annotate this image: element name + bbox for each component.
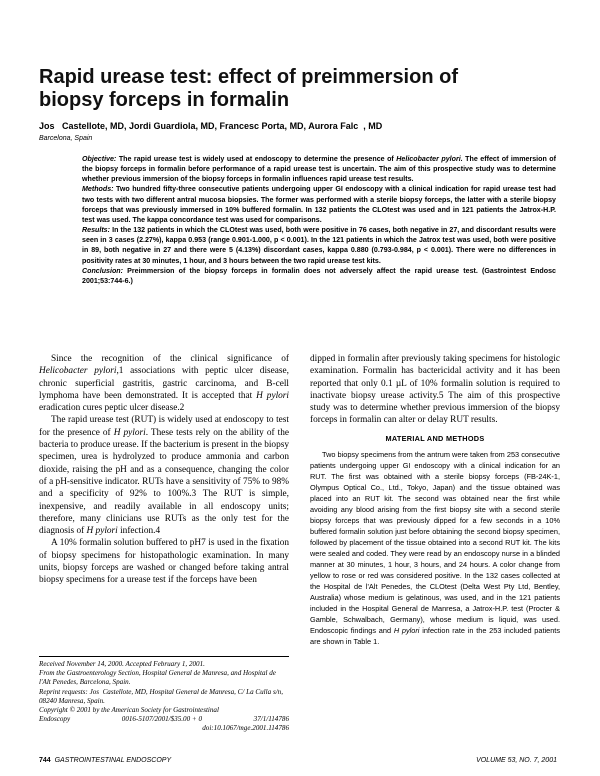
objective-species: Helicobacter pylori. bbox=[396, 155, 463, 163]
issn-code: 0016-5107/2001/$35.00 + 0 bbox=[121, 715, 203, 724]
intro-paragraph-3: A 10% formalin solution buffered to pH7 is used in the fixation of biopsy specimens for histopathologic examination. In many units, biopsy forceps are washed or changed before taking antral biopsy specimens for a urease test if the forceps have been bbox=[39, 538, 289, 586]
doi: doi:10.1067/mge.2001.114786 bbox=[202, 724, 289, 733]
footnote-divider bbox=[39, 656, 289, 657]
article-code: 37/1/114786 bbox=[253, 715, 289, 724]
journal-name: Endoscopy bbox=[39, 715, 71, 724]
objective-label: Objective: bbox=[82, 155, 117, 163]
methods-paragraph: Two biopsy specimens from the antrum were taken from 253 consecutive patients undergoing upper GI endoscopy with a clinical indication for an RUT. The first was obtained with a sterile biopsy forceps (FB-24K-1, Olympus Optical Co., Ltd., Tokyo, Japan) and the tissue obtained was placed into an RUT kit. The second was obtained near the first while avoiding any blood arising from the first biopsy site with a second sterile biopsy forceps that was previously dipped for a few seconds in a 10% buffered formalin solution just before obtaining the second biopsy specimen, followed by placement of the tissue obtained into a second RUT kit. The kits were sealed and coded. They were read by an endoscopy nurse in a blinded manner at 30 minutes, 1 hour, 3 hours, and 24 hours. A color change from yellow to rose or red was considered positive. In the 132 cases collected at the Hospital de l'Alt Penedes, the CLOtest (Delta West Pty Ltd, Bentley, Australia) whose medium is gelatinous, was used, and in the 121 patients included in the Hospital General de Manresa, a Jatrox-H.P. test (Procter & Gamble, Schwalbach, Germany), whose medium is liquid, was used. Endoscopic findings and H pylori infection rate in the 253 included patients are shown in Table 1. bbox=[310, 450, 561, 647]
footnotes bbox=[39, 660, 289, 734]
author-list: Jos Castellote, MD, Jordi Guardiola, MD, Francesc Porta, MD, Aurora Falc , MD bbox=[39, 121, 383, 131]
conclusion-label: Conclusion: bbox=[82, 266, 123, 275]
received-note: Received November 14, 2000. Accepted February 1, 2001. bbox=[39, 660, 205, 668]
section-heading-methods: MATERIAL AND METHODS bbox=[385, 433, 485, 443]
objective-text-2: The effect of immersion of the biopsy forceps in formalin before performance of a rapid urease test is uncertain. The aim of this prospective study was to determine whether previous immersion of the biopsy forceps in formalin influences rapid urease test results. bbox=[82, 155, 556, 184]
abstract bbox=[82, 154, 556, 286]
page-footer-left bbox=[39, 756, 171, 765]
article-title: Rapid urease test: effect of preimmersion of biopsy forceps in formalin bbox=[39, 66, 458, 111]
from-note: From the Gastroenterology Section, Hospital General de Manresa, and Hospital de l'Alt Penedes, Barcelona, Spain. bbox=[39, 669, 276, 687]
results-text: In the 132 patients in which the CLOtest was used, both were positive in 76 cases, both negative in 27, and discordant results were seen in 3 cases (2.27%), kappa 0.953 (range 0.901-1.000, p < 0.001). In the 121 patients in which the Jatrox test was used, both were positive in 89, both negative in 27 and there were 5 (4.13%) discordant cases, kappa 0.880 (0.793-0.984, p < 0.001). There were no differences in positivity rates at 30 minutes, 1 hour, and 3 hours between the two rapid urease test kits. bbox=[82, 226, 556, 265]
intro-paragraph-1: Since the recognition of the clinical significance of Helicobacter pylori,1 associations with peptic ulcer disease, chronic superficial gastritis, gastric carcinoma, and B-cell lymphoma have been demonstrated. It is accepted that H pylori eradication cures peptic ulcer disease.2 bbox=[39, 354, 290, 414]
methods-section bbox=[310, 449, 560, 647]
reprint-note: Reprint requests: Jos Castellote, MD, Hospital General de Manresa, C/ La Culla s/n, 08240 Manresa, Spain. bbox=[39, 687, 283, 705]
intro-paragraph-2: The rapid urease test (RUT) is widely used at endoscopy to test for the presence of H pylori. These tests rely on the ability of the bacteria to produce urease. If the bacterium is present in the biopsy specimen, urea is hydrolyzed to produce ammonia and carbon dioxide, raising the pH and as a consequence, changing the color of a pH-sensitive indicator. RUTs have a sensitivity of 75% to 98% and a specificity of 92% to 100%.3 The RUT is simple, inexpensive, and readily available in all endoscopy units; therefore, many clinicians use RUTs as the only test for the diagnosis of H pylori infection.4 bbox=[39, 415, 289, 537]
methods-label: Methods: bbox=[82, 185, 114, 194]
affiliation: Barcelona, Spain bbox=[39, 135, 93, 142]
code-row bbox=[39, 715, 289, 724]
left-column bbox=[39, 353, 289, 587]
copyright-note: Copyright © 2001 by the American Society for Gastrointestinal bbox=[39, 706, 219, 715]
intro-paragraph-4: dipped in formalin after previously taking specimens for histologic examination. Formalin has bactericidal activity and it has been reported that only 0.1 µL of 10% formalin solution is required to inactivate biopsy urease activity.5 The aim of this prospective study was to determine whether previous immersion of the biopsy forceps in formalin can alter or delay RUT results. bbox=[310, 354, 560, 426]
objective-text: The rapid urease test is widely used at endoscopy to determine the presence of bbox=[116, 155, 397, 163]
page-number: 744 bbox=[39, 757, 51, 764]
results-label: Results: bbox=[82, 226, 110, 235]
journal-running-title: GASTROINTESTINAL ENDOSCOPY bbox=[54, 757, 172, 764]
conclusion-text: Preimmersion of the biopsy forceps in formalin does not adversely affect the rapid urease test. (Gastrointest Endosc 2001;53:744-6.) bbox=[82, 266, 556, 285]
volume-info: VOLUME 53, NO. 7, 2001 bbox=[476, 757, 557, 764]
methods-text: Two hundred fifty-three consecutive patients undergoing upper GI endoscopy with a clinical indication for rapid urease test had two tests with two different antral mucosa biopsies. The former was performed with a sterile biopsy forceps, the latter with a sterile biopsy forceps that was previously immersed in 10% buffered formalin. In 132 patients the CLOtest was used and in 121 patients the Jatrox-H.P. test was used. The kappa concordance test was used for comparisons. bbox=[82, 185, 556, 224]
right-column bbox=[310, 353, 560, 647]
